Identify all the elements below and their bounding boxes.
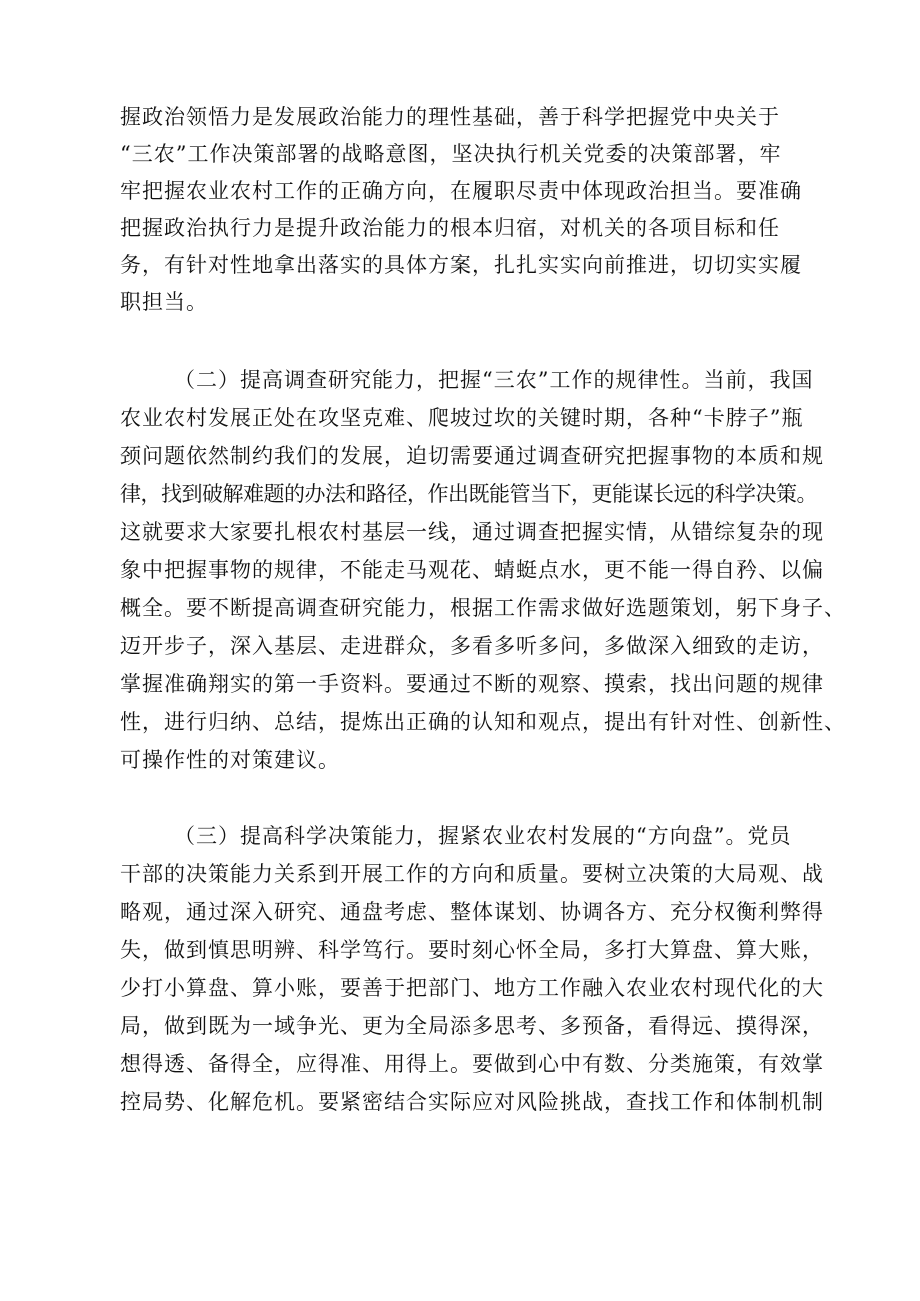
paragraph-1-line-2: “三农”工作决策部署的战略意图，坚决执行机关党委的决策部署，牢: [120, 142, 782, 166]
paragraph-1-line-6: 职担当。: [120, 290, 208, 314]
paragraph-2-line-3: 颈问题依然制约我们的发展，迫切需要通过调查研究把握事物的本质和规: [120, 444, 824, 468]
paragraph-2-line-4: 律，找到破解难题的办法和路径，作出既能管当下，更能谋长远的科学决策。: [120, 482, 817, 506]
paragraph-3-line-2: 干部的决策能力关系到开展工作的方向和质量。要树立决策的大局观、战: [120, 862, 824, 886]
paragraph-2-line-7: 概全。要不断提高调查研究能力，根据工作需求做好选题策划，躬下身子、: [120, 596, 846, 620]
paragraph-3-line-3: 略观，通过深入研究、通盘考虑、整体谋划、协调各方、充分权衡利弊得: [120, 900, 824, 924]
paragraph-3-line-6: 局，做到既为一域争光、更为全局添多思考、多预备，看得远、摸得深，: [120, 1014, 824, 1038]
paragraph-3-line-8: 控局势、化解危机。要紧密结合实际应对风险挑战，查找工作和体制机制: [120, 1090, 824, 1114]
paragraph-2-line-2: 农业农村发展正处在攻坚克难、爬坡过坎的关键时期，各种“卡脖子”瓶: [120, 406, 804, 430]
paragraph-1-line-5: 务，有针对性地拿出落实的具体方案，扎扎实实向前推进，切切实实履: [120, 253, 802, 277]
paragraph-2-line-6: 象中把握事物的规律，不能走马观花、蜻蜓点水，更不能一得自矜、以偏: [120, 558, 824, 582]
paragraph-3-line-5: 少打小算盘、算小账，要善于把部门、地方工作融入农业农村现代化的大: [120, 976, 824, 1000]
paragraph-3-line-7: 想得透、备得全，应得准、用得上。要做到心中有数、分类施策，有效掌: [120, 1052, 824, 1076]
paragraph-2-line-10: 性，进行归纳、总结，提炼出正确的认知和观点，提出有针对性、创新性、: [120, 710, 846, 734]
paragraph-3-line-4: 失，做到慎思明辨、科学笃行。要时刻心怀全局，多打大算盘、算大账，: [120, 938, 824, 962]
paragraph-3-line-1: （三）提高科学决策能力，握紧农业农村发展的“方向盘”。党员: [174, 824, 792, 848]
paragraph-1-line-3: 牢把握农业农村工作的正确方向，在履职尽责中体现政治担当。要准确: [120, 179, 802, 203]
paragraph-2-line-9: 掌握准确翔实的第一手资料。要通过不断的观察、摸索，找出问题的规律: [120, 672, 824, 696]
paragraph-2-line-1: （二）提高调查研究能力，把握“三农”工作的规律性。当前，我国: [174, 368, 814, 392]
paragraph-1-line-1: 握政治领悟力是发展政治能力的理性基础，善于科学把握党中央关于: [120, 105, 780, 129]
paragraph-2-line-11: 可操作性的对策建议。: [120, 748, 340, 772]
paragraph-2-line-8: 迈开步子，深入基层、走进群众，多看多听多问，多做深入细致的走访，: [120, 634, 824, 658]
paragraph-1-line-4: 把握政治执行力是提升政治能力的根本归宿，对机关的各项目标和任: [120, 216, 780, 240]
paragraph-2-line-5: 这就要求大家要扎根农村基层一线，通过调查把握实情，从错综复杂的现: [120, 520, 824, 544]
